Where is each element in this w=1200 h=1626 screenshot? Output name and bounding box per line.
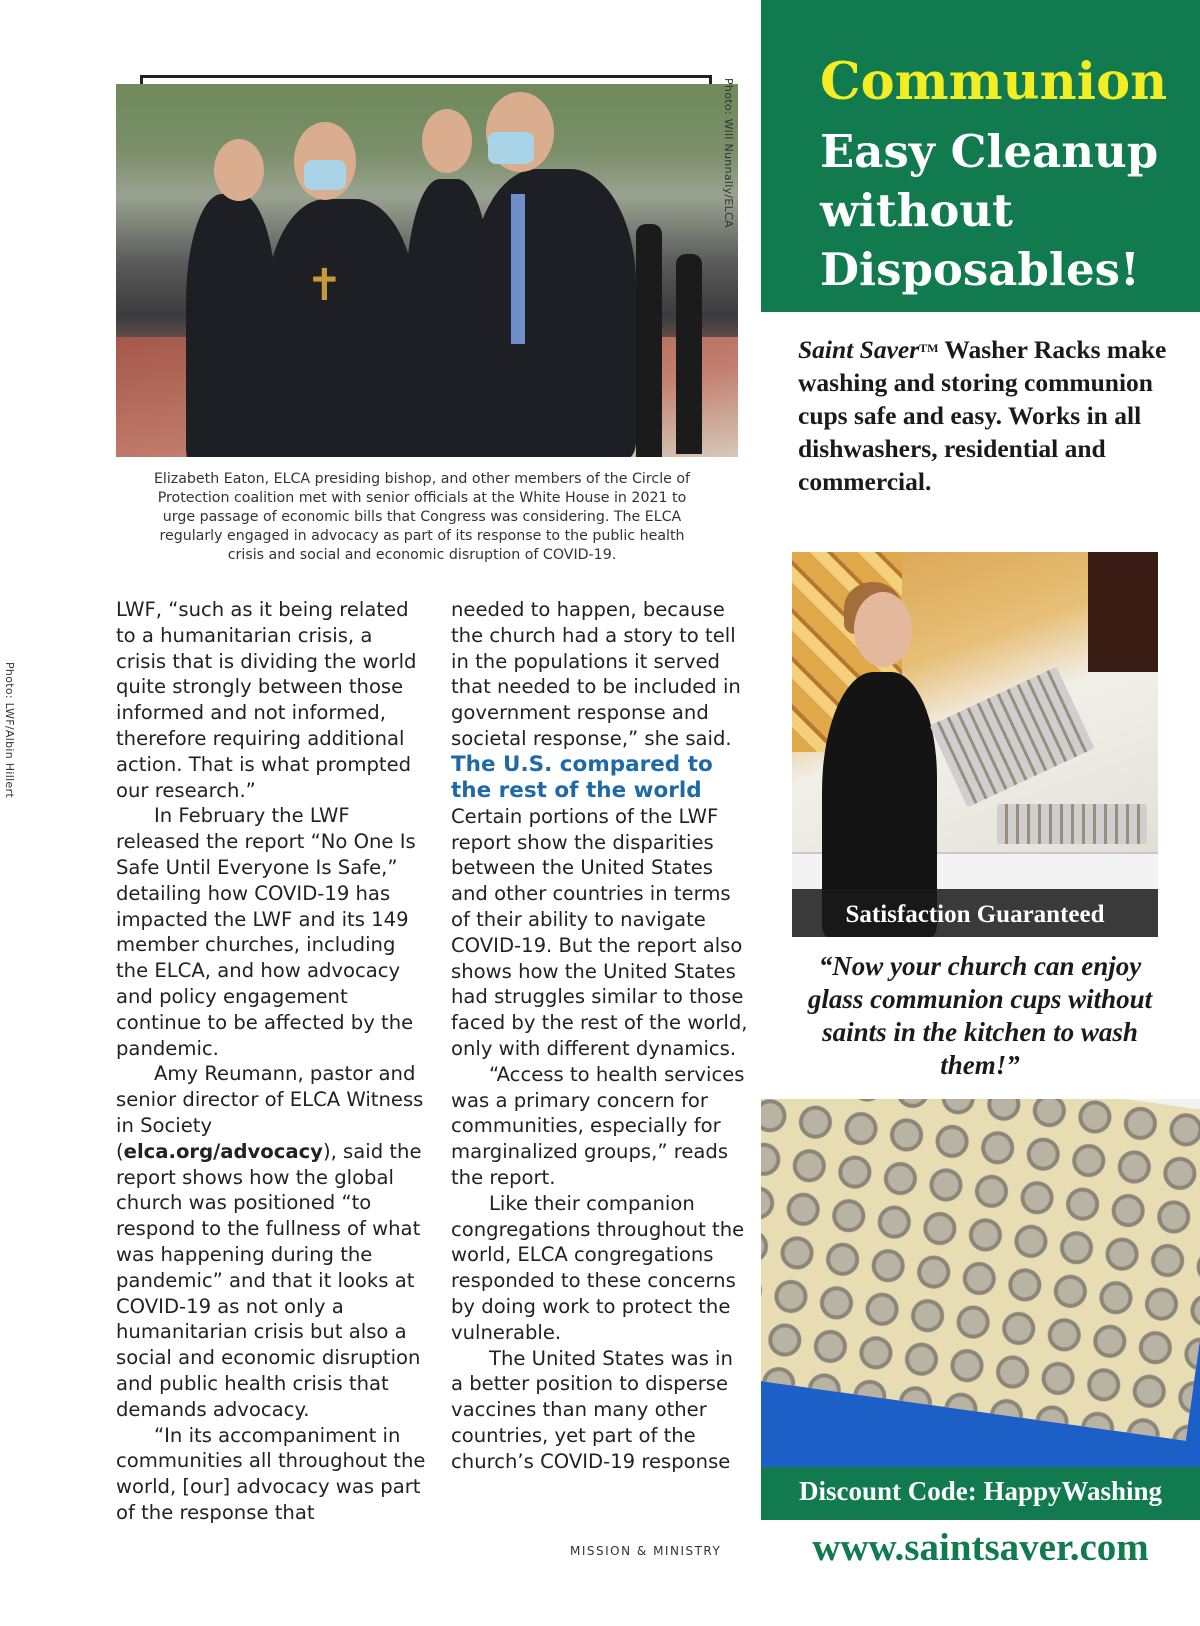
side-photo-credit: Photo: LWF/Albin Hillert bbox=[3, 662, 16, 798]
article-column-2 bbox=[451, 597, 751, 1475]
ad-quote: “Now your church can enjoy glass communion cups without saints in the kitchen to wash them!” bbox=[807, 951, 1153, 1080]
photo-person bbox=[186, 194, 276, 457]
guarantee-banner: Satisfaction Guaranteed bbox=[845, 901, 1105, 928]
photo-tie bbox=[511, 194, 525, 344]
ad-body-copy: Washer Racks make washing and storing communion cups safe and easy. Works in all dishwashers, residential and commercial. bbox=[798, 335, 1167, 496]
trademark: TM bbox=[919, 341, 939, 355]
photo-cross: ✝ bbox=[306, 260, 343, 311]
cabinet bbox=[1088, 552, 1158, 672]
paragraph-text: ), said the report shows how the global church was positioned “to respond to the fullness of what was happening during the pandemic” and that it looks at COVID-19 as not only a humanitarian crisis but also a social and economic disruption and public health crisis that demands advocacy. bbox=[116, 1139, 422, 1421]
article-column-1 bbox=[116, 597, 426, 1526]
paragraph: LWF, “such as it being related to a humanitarian crisis, a crisis that is dividing the world quite strongly between those informed and not informed, therefore requiring additional action. That is what prompted our research.” bbox=[116, 598, 417, 802]
photo-person bbox=[266, 199, 416, 457]
photo-mask bbox=[304, 160, 346, 190]
photo-bollard bbox=[676, 254, 702, 454]
paragraph: “In its accompaniment in communities all throughout the world, [our] advocacy was part of the response that bbox=[116, 1423, 426, 1524]
ad-body-text bbox=[798, 332, 1178, 498]
photo-caption: Elizabeth Eaton, ELCA presiding bishop, and other members of the Circle of Protection coalition met with senior officials at the White House in 2021 to urge passage of economic bills that Congress was considering. The ELCA regularly engaged in advocacy as part of its response to the public health crisis and social and economic disruption of COVID-19. bbox=[153, 471, 691, 563]
ad-photo-woman bbox=[792, 552, 1158, 937]
advocacy-link[interactable]: elca.org/advocacy bbox=[123, 1139, 323, 1163]
section-subhead: The U.S. compared to the rest of the world bbox=[451, 751, 713, 803]
ad-website-link[interactable]: www.saintsaver.com bbox=[812, 1526, 1149, 1569]
paragraph-text: Amy Reumann, pastor and senior director of ELCA Witness in Society ( bbox=[116, 1062, 424, 1163]
section-footer: MISSION & MINISTRY bbox=[570, 1544, 722, 1558]
washer-rack bbox=[930, 667, 1095, 808]
washer-rack bbox=[997, 804, 1147, 844]
paragraph: The United States was in a better position to disperse vaccines than many other countries, yet part of the church’s COVID-19 response bbox=[451, 1346, 733, 1473]
paragraph: In February the LWF released the report “No One Is Safe Until Everyone Is Safe,” detailing how COVID-19 has impacted the LWF and its 149 member churches, including the ELCA, and how advocacy and policy engagement continue to be affected by the pandemic. bbox=[116, 804, 416, 1060]
photo-credit: Photo: Will Nunnally/ELCA bbox=[722, 78, 735, 228]
photo-bollard bbox=[636, 224, 662, 457]
cup-tray bbox=[761, 1099, 1200, 1441]
photo-mask bbox=[488, 132, 534, 164]
ad-headline: Communion bbox=[820, 52, 1168, 112]
photo-head bbox=[214, 139, 264, 201]
paragraph bbox=[116, 1061, 426, 1422]
paragraph: Like their companion congregations throughout the world, ELCA congregations responded to these concerns by doing work to protect the vulnerable. bbox=[451, 1191, 745, 1344]
paragraph: needed to happen, because the church had a story to tell in the populations it served that needed to be included in government response and societal response,” she said. bbox=[451, 598, 741, 750]
photo-head bbox=[422, 109, 472, 173]
discount-code: Discount Code: HappyWashing bbox=[798, 1476, 1163, 1506]
paragraph: “Access to health services was a primary concern for communities, especially for marginalized groups,” reads the report. bbox=[451, 1062, 745, 1189]
paragraph: Certain portions of the LWF report show the disparities between the United States and other countries in terms of their ability to navigate COVID-19. But the report also shows how the United States had struggles similar to those faced by the rest of the world, only with different dynamics. bbox=[451, 804, 748, 1060]
news-photo bbox=[116, 84, 738, 457]
ad-subheadline: Easy Cleanup without Disposables! bbox=[820, 125, 1159, 296]
photo-person bbox=[471, 169, 636, 457]
ad-photo-rack bbox=[761, 1099, 1200, 1467]
woman-face bbox=[854, 592, 912, 667]
ad-brand: Saint Saver bbox=[798, 335, 920, 364]
